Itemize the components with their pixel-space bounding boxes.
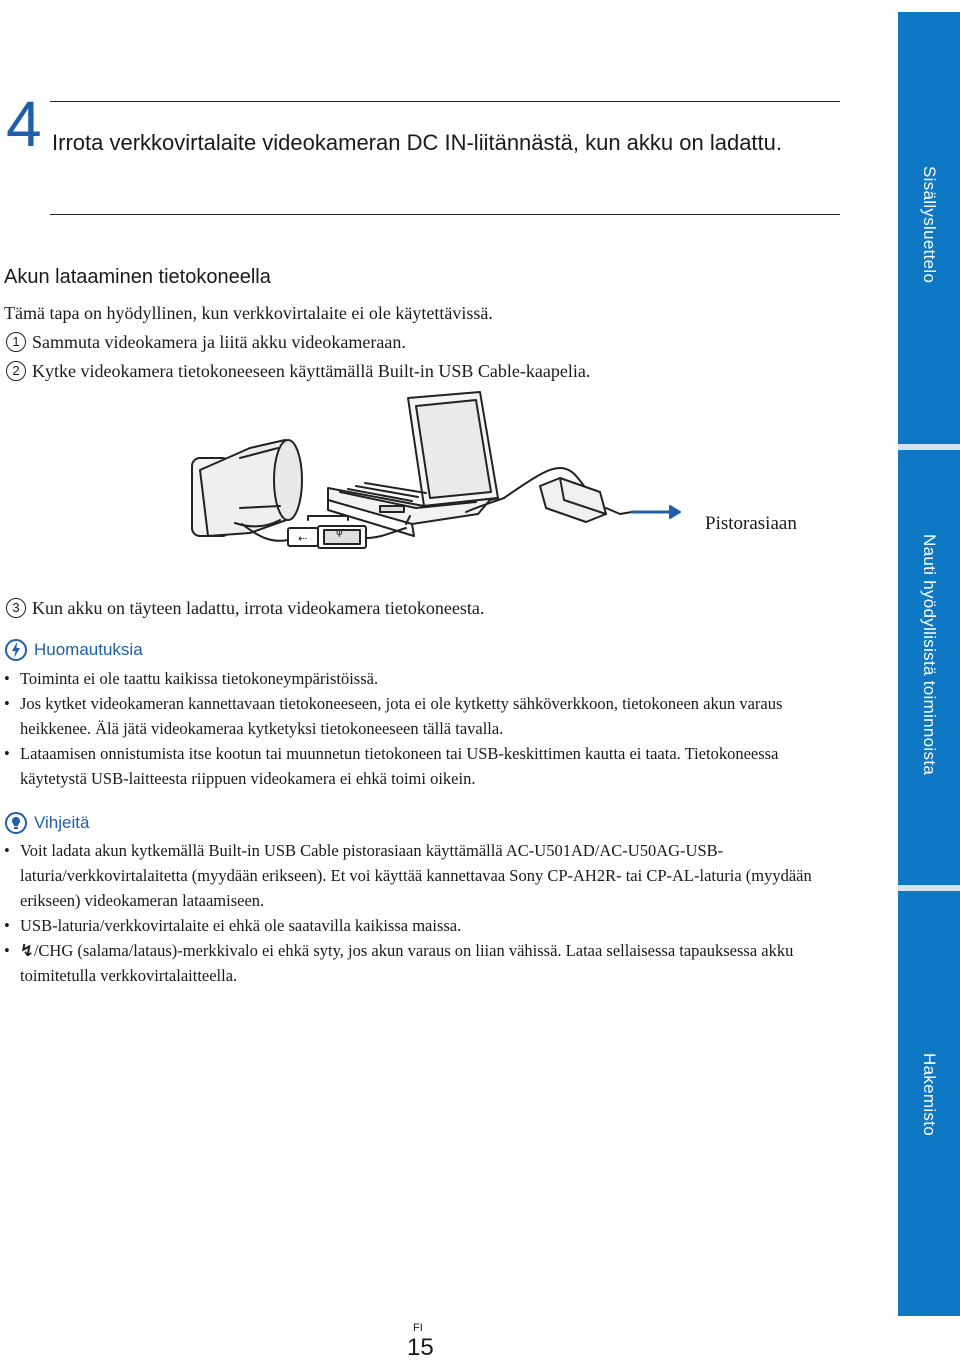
procedure-step-3	[4, 595, 484, 621]
tips-list	[4, 838, 834, 988]
tab-index-label: Hakemisto	[920, 1053, 939, 1137]
tips-item-text: /CHG (salama/lataus)-merkkivalo ei ehkä syty, jos akun varaus on liian vähissä. Lataa sellaisessa tapauksessa akku toimitetulla verkkovirtalaitteella.	[20, 941, 794, 985]
procedure-step-1	[4, 329, 406, 355]
tips-item: • USB-laturia/verkkovirtalaite ei ehkä ole saatavilla kaikissa maissa.	[4, 913, 834, 938]
svg-text:⇠: ⇠	[298, 532, 308, 545]
step-circle-1: 1	[6, 332, 26, 352]
step-rule-top	[50, 101, 840, 102]
tab-contents-label: Sisällysluettelo	[920, 166, 939, 284]
notes-item: • Lataamisen onnistumista itse kootun tai muunnetun tietokoneen tai USB-keskittimen kautta ei taata. Tietokoneessa käytetystä USB-laitteesta riippuen videokamera ei ehkä toimi oikein.	[4, 741, 834, 791]
usb-charging-illustration	[180, 388, 740, 568]
section-heading: Akun lataaminen tietokoneella	[4, 266, 271, 288]
tab-contents[interactable]	[898, 12, 960, 444]
outlet-label: Pistorasiaan	[705, 513, 797, 534]
step-number: 4	[6, 88, 42, 160]
notes-list	[4, 666, 834, 791]
tab-useful-functions[interactable]	[898, 450, 960, 885]
flash-icon: ↯	[20, 941, 34, 960]
tab-index[interactable]	[898, 891, 960, 1316]
ac-adapter-icon	[540, 478, 632, 522]
tips-header	[4, 811, 89, 835]
step-circle-3: 3	[6, 598, 26, 618]
notes-item: • Jos kytket videokameran kannettavaan tietokoneeseen, jota ei ole kytketty sähköverkkoon, tietokoneen akun varaus heikkenee. Älä jätä videokameraa kytketyksi tietokoneeseen tällä tavalla.	[4, 691, 834, 741]
procedure-step-text: Kun akku on täyteen ladattu, irrota videokamera tietokoneesta.	[32, 598, 485, 618]
tips-item	[4, 938, 834, 988]
procedure-step-text: Kytke videokamera tietokoneeseen käyttämällä Built-in USB Cable-kaapelia.	[32, 361, 591, 381]
footer-language: FI	[413, 1322, 423, 1334]
svg-text:ψ: ψ	[336, 527, 343, 538]
step-rule-bottom	[50, 214, 840, 215]
tab-useful-functions-label: Nauti hyödyllisistä toiminnoista	[920, 534, 939, 776]
notes-icon	[4, 638, 28, 662]
section-intro: Tämä tapa on hyödyllinen, kun verkkovirtalaite ei ole käytettävissä.	[4, 303, 493, 323]
step-text: Irrota verkkovirtalaite videokameran DC IN-liitännästä, kun akku on ladattu.	[52, 130, 783, 155]
notes-title: Huomautuksia	[34, 640, 143, 659]
procedure-step-2	[4, 358, 590, 384]
camcorder-icon	[192, 440, 302, 536]
procedure-step-text: Sammuta videokamera ja liitä akku videokameraan.	[32, 332, 406, 352]
tips-title: Vihjeitä	[34, 813, 90, 832]
page-number: 15	[407, 1334, 434, 1361]
notes-item: • Toiminta ei ole taattu kaikissa tietokoneympäristöissä.	[4, 666, 834, 691]
lightbulb-icon	[4, 811, 28, 835]
step-circle-2: 2	[6, 361, 26, 381]
usb-plug-icon	[288, 526, 366, 548]
notes-header	[4, 638, 143, 662]
laptop-icon	[328, 392, 498, 536]
tips-item: • Voit ladata akun kytkemällä Built-in USB Cable pistorasiaan käyttämällä AC-U501AD/AC-U50AG-USB-laturia/verkkovirtalaitetta (myydään erikseen). Et voi käyttää kannettavaa Sony CP-AH2R- tai CP-AL-laturia (myydään erikseen) videokameran lataamiseen.	[4, 838, 834, 913]
